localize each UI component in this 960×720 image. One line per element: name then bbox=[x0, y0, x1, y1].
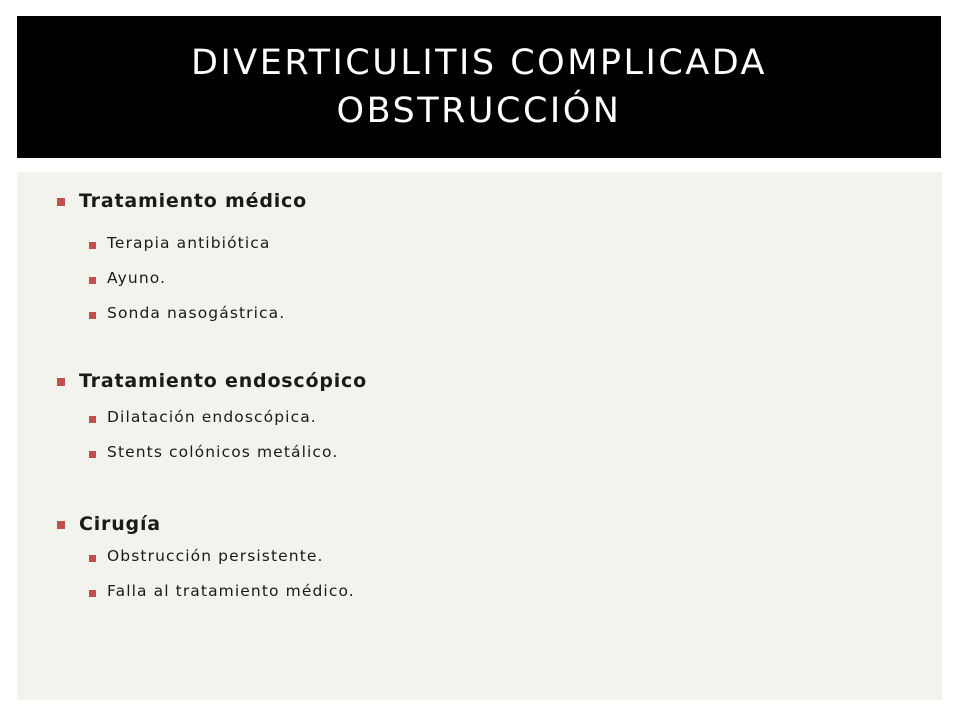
list-item-text: Obstrucción persistente. bbox=[107, 547, 324, 565]
list-item bbox=[17, 580, 942, 615]
section-tratamiento-medico bbox=[17, 188, 942, 337]
square-bullet-icon bbox=[89, 242, 96, 249]
section-heading: Cirugía bbox=[79, 513, 161, 535]
list-item-text: Stents colónicos metálico. bbox=[107, 443, 339, 461]
list-item-text: Terapia antibiótica bbox=[107, 234, 271, 252]
list-item bbox=[17, 406, 942, 441]
section-heading: Tratamiento médico bbox=[79, 190, 307, 212]
square-bullet-icon bbox=[89, 416, 96, 423]
square-bullet-icon bbox=[89, 451, 96, 458]
square-bullet-icon bbox=[57, 378, 65, 386]
square-bullet-icon bbox=[89, 312, 96, 319]
slide-content-area bbox=[17, 172, 942, 700]
section-heading: Tratamiento endoscópico bbox=[79, 370, 367, 392]
slide-title-bar bbox=[17, 16, 941, 158]
list-item bbox=[17, 441, 942, 476]
list-item-text: Falla al tratamiento médico. bbox=[107, 582, 355, 600]
section-tratamiento-endoscopico bbox=[17, 368, 942, 476]
square-bullet-icon bbox=[57, 198, 65, 206]
list-item bbox=[17, 232, 942, 267]
list-item-text: Dilatación endoscópica. bbox=[107, 408, 317, 426]
section-cirugia bbox=[17, 511, 942, 615]
slide-title-line-2: OBSTRUCCIÓN bbox=[336, 91, 622, 131]
list-item bbox=[17, 545, 942, 580]
list-item bbox=[17, 267, 942, 302]
section-heading-item bbox=[17, 188, 942, 232]
square-bullet-icon bbox=[89, 555, 96, 562]
section-heading-item bbox=[17, 511, 942, 545]
square-bullet-icon bbox=[89, 277, 96, 284]
square-bullet-icon bbox=[57, 521, 65, 529]
section-heading-item bbox=[17, 368, 942, 406]
list-item bbox=[17, 302, 942, 337]
slide-title-line-1: DIVERTICULITIS COMPLICADA bbox=[191, 43, 767, 83]
list-item-text: Ayuno. bbox=[107, 269, 167, 287]
list-item-text: Sonda nasogástrica. bbox=[107, 304, 286, 322]
square-bullet-icon bbox=[89, 590, 96, 597]
